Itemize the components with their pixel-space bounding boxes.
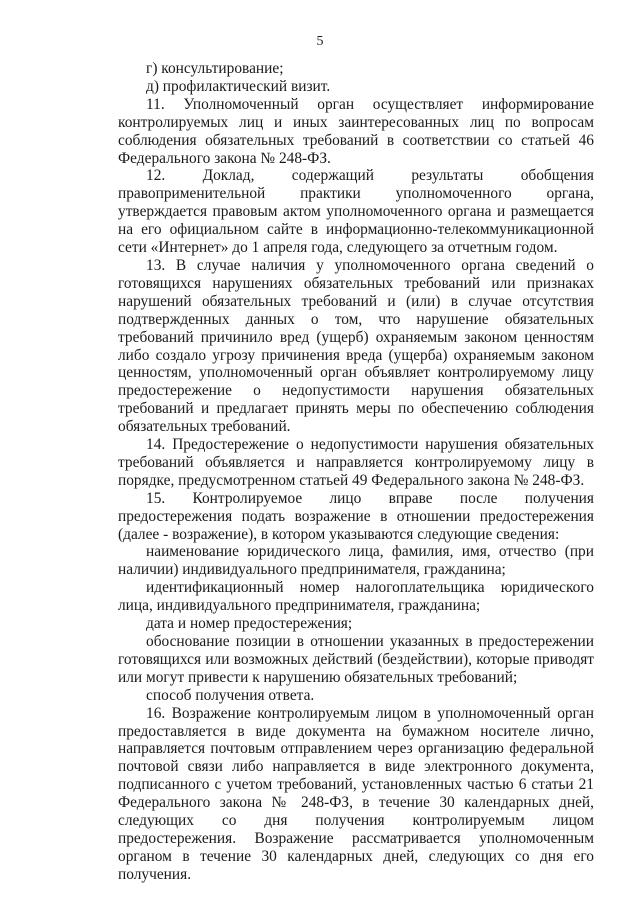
paragraph-12: 12. Доклад, содержащий результаты обобщения правоприменительной практики уполномоченного органа, утверждается правовым актом уполномоченного органа и размещается на его официальном сайте в информационно-телекоммуникационной сети «Интернет» до 1 апреля года, следующего за отчетным годом. (118, 167, 594, 257)
paragraph-item-g: г) консультирование; (146, 60, 284, 77)
paragraph-item-d: д) профилактический визит. (146, 77, 331, 95)
paragraph-15: 15. Контролируемое лицо вправе после получения предостережения подать возражение в отношении предостережения (далее - возражение), в котором указываются следующие сведения: (118, 489, 594, 543)
document-body (118, 60, 594, 884)
paragraph-15-item-justification: обоснование позиции в отношении указанных в предостережении готовящихся или возможных действий (бездействии), которые приводят или могут привести к нарушению обязательных требований; (118, 633, 594, 686)
paragraph-15-item-date: дата и номер предостережения; (146, 615, 353, 633)
paragraph-16: 16. Возражение контролируемым лицом в уполномоченный орган предоставляется в виде документа на бумажном носителе лично, направляется почтовым отправлением через организацию федеральной почтовой связи либо направляется в виде электронного документа, подписанного с учетом требований, установленных частью 6 статьи 21 Федерального закона № 248-ФЗ, в течение 30 календарных дней, следующих со дня получения контролируемым лицом предостережения. Возражение рассматривается уполномоченным органом в течение 30 календарных дней, следующих со дня его получения. (118, 704, 594, 883)
paragraph-15-item-response: способ получения ответа. (146, 686, 315, 704)
page-number: 5 (316, 34, 324, 49)
paragraph-13: 13. В случае наличия у уполномоченного органа сведений о готовящихся нарушениях обязательных требований или признаках нарушений обязательных требований и (или) в случае отсутствия подтвержденных данных о том, что нарушение обязательных требований причинило вред (ущерб) охраняемым законом ценностям либо создало угрозу причинения вреда (ущерба) охраняемым законом ценностям, уполномоченный орган объявляет контролируемому лицу предостережение о недопустимости нарушения обязательных требований и предлагает принять меры по обеспечению соблюдения обязательных требований. (118, 256, 594, 436)
paragraph-11: 11. Уполномоченный орган осуществляет информирование контролируемых лиц и иных заинтересованных лиц по вопросам соблюдения обязательных требований в соответствии со статьей 46 Федерального закона № 248-ФЗ. (118, 95, 594, 167)
paragraph-14: 14. Предостережение о недопустимости нарушения обязательных требований объявляется и направляется контролируемому лицу в порядке, предусмотренном статьей 49 Федерального закона № 248-ФЗ. (118, 436, 594, 489)
paragraph-15-item-inn: идентификационный номер налогоплательщика юридического лица, индивидуального предпринимателя, гражданина; (118, 579, 594, 615)
paragraph-15-item-name: наименование юридического лица, фамилия, имя, отчество (при наличии) индивидуального предпринимателя, гражданина; (118, 543, 594, 579)
